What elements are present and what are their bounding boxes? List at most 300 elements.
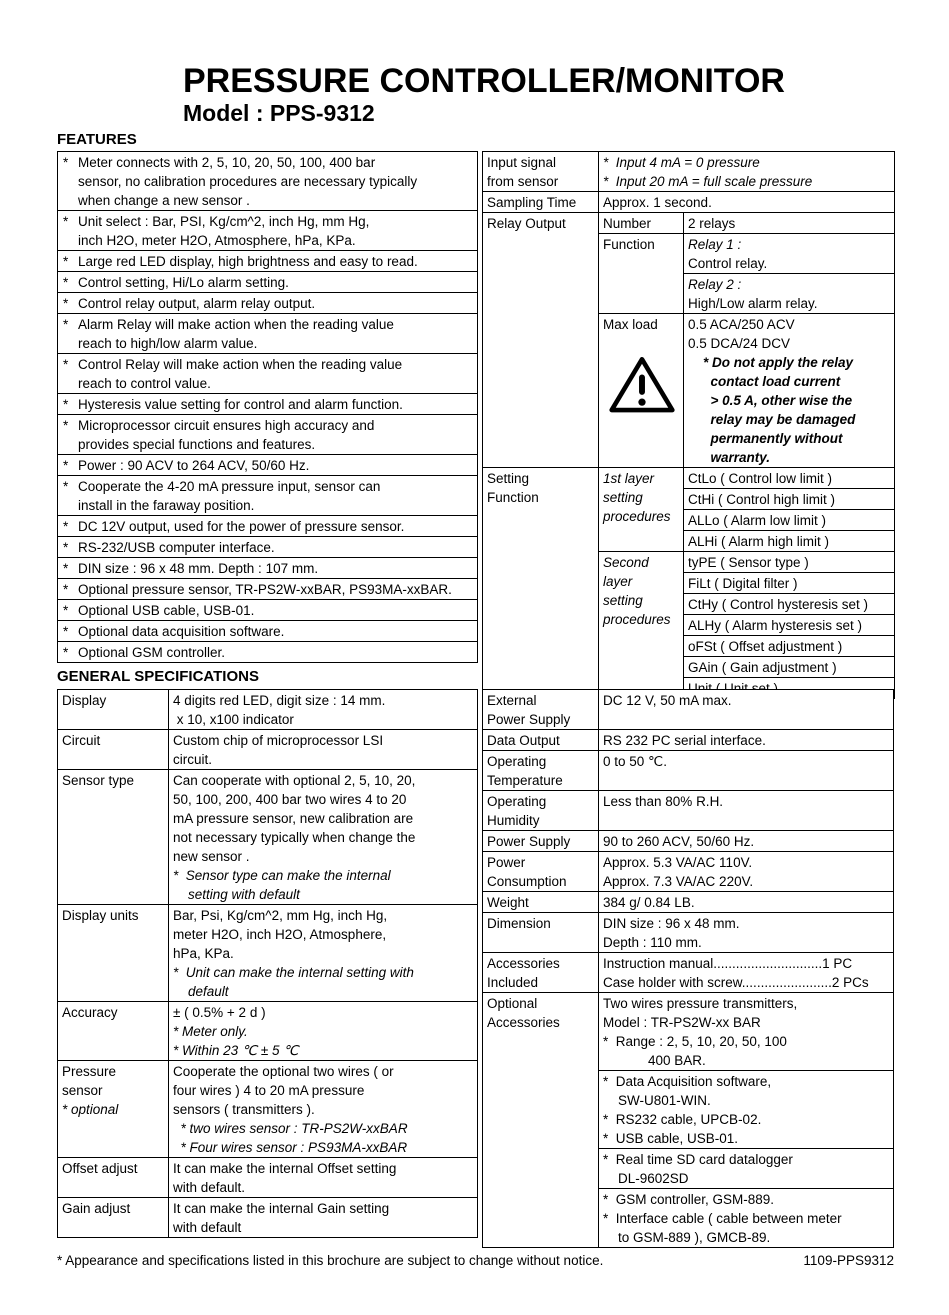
spec-row <box>58 690 478 730</box>
feature-row <box>58 211 478 251</box>
text-line: DIN size : 96 x 48 mm. Depth : 107 mm. <box>78 561 319 576</box>
sub-row <box>684 615 894 636</box>
text-line: DIN size : 96 x 48 mm. <box>603 916 740 931</box>
row-label <box>483 852 599 892</box>
text-line: Custom chip of microprocessor LSI <box>173 733 384 748</box>
feature-row <box>58 600 478 621</box>
feature-cell <box>58 415 478 455</box>
text-line: sensors ( transmitters ). <box>173 1102 315 1117</box>
row-value <box>169 730 478 770</box>
feature-row <box>58 394 478 415</box>
feature-row <box>58 579 478 600</box>
row-value <box>684 468 895 552</box>
text-line: CtLo ( Control low limit ) <box>688 471 833 486</box>
text-line: Accessories <box>487 956 560 971</box>
feature-row <box>58 152 478 211</box>
text-line: reach to control value. <box>78 376 211 391</box>
text-line: Operating <box>487 794 547 809</box>
general-specifications-heading: GENERAL SPECIFICATIONS <box>57 668 259 685</box>
text-line: * Sensor type can make the internal <box>173 868 391 883</box>
row-value <box>599 751 894 791</box>
sub-label <box>599 468 684 552</box>
text-line: 0.5 DCA/24 DCV <box>688 336 791 351</box>
relay-output-label <box>483 213 599 468</box>
text-line: Approx. 1 second. <box>603 195 712 210</box>
feature-row <box>58 314 478 354</box>
text-line: Control relay. <box>688 256 768 271</box>
text-line: Operating <box>487 754 547 769</box>
sub-row <box>684 552 894 573</box>
sub-row <box>684 510 894 531</box>
spec-row <box>58 730 478 770</box>
bullet-asterisk: * <box>63 540 69 555</box>
text-line: * Unit can make the internal setting with <box>173 965 414 980</box>
text-line: Max load <box>603 317 658 332</box>
text-line: 384 g/ 0.84 LB. <box>603 895 695 910</box>
feature-cell <box>58 211 478 251</box>
features-table <box>57 151 478 663</box>
spec-row <box>58 1002 478 1061</box>
spec-row <box>483 791 894 831</box>
sub-row <box>599 1071 893 1149</box>
feature-row <box>58 476 478 516</box>
row-value <box>599 152 895 192</box>
row-label <box>483 730 599 751</box>
row-label <box>58 1061 169 1158</box>
bullet-asterisk: * <box>63 561 69 576</box>
text-line: Function <box>603 237 655 252</box>
row-label <box>483 152 599 192</box>
input-relay-spec-table <box>482 151 895 699</box>
text-line: Cooperate the 4-20 mA pressure input, sensor can <box>78 479 381 494</box>
feature-row <box>58 272 478 293</box>
text-line: * RS232 cable, UPCB-02. <box>603 1112 762 1127</box>
text-line: circuit. <box>173 752 213 767</box>
sub-row <box>684 234 894 274</box>
text-line: with default. <box>173 1180 246 1195</box>
text-line: Consumption <box>487 874 567 889</box>
feature-cell <box>58 537 478 558</box>
text-line: ± ( 0.5% + 2 d ) <box>173 1005 266 1020</box>
row-label <box>483 690 599 730</box>
text-line: ALLo ( Alarm low limit ) <box>688 513 827 528</box>
feature-row <box>58 558 478 579</box>
feature-row <box>58 516 478 537</box>
text-line: Circuit <box>62 733 101 748</box>
text-line: Meter connects with 2, 5, 10, 20, 50, 100, 400 bar <box>78 155 376 170</box>
text-line: CtHy ( Control hysteresis set ) <box>688 597 869 612</box>
text-line: Relay 2 : <box>688 277 742 292</box>
text-line: relay may be damaged <box>688 412 856 427</box>
footer-code: 1109-PPS9312 <box>803 1253 894 1268</box>
row-value <box>169 1158 478 1198</box>
text-line: Data Output <box>487 733 560 748</box>
text-line: Cooperate the optional two wires ( or <box>173 1064 394 1079</box>
spec-row <box>483 730 894 751</box>
text-line: ALHi ( Alarm high limit ) <box>688 534 830 549</box>
spec-row <box>483 953 894 993</box>
text-line: sensor <box>62 1083 103 1098</box>
feature-row <box>58 455 478 476</box>
row-value <box>169 1061 478 1158</box>
feature-cell <box>58 558 478 579</box>
feature-cell <box>58 579 478 600</box>
text-line: with default <box>173 1220 242 1235</box>
text-line: * Data Acquisition software, <box>603 1074 772 1089</box>
spec-row <box>483 831 894 852</box>
text-line: * optional <box>62 1102 119 1117</box>
text-line: * Four wires sensor : PS93MA-xxBAR <box>173 1140 408 1155</box>
text-line: DC 12 V, 50 mA max. <box>603 693 732 708</box>
row-label <box>483 751 599 791</box>
text-line: reach to high/low alarm value. <box>78 336 258 351</box>
sub-row <box>684 594 894 615</box>
text-line: procedures <box>603 612 671 627</box>
row-value <box>599 953 894 993</box>
spec-row <box>58 905 478 1002</box>
text-line: RS 232 PC serial interface. <box>603 733 766 748</box>
row-label <box>58 770 169 905</box>
text-line: Hysteresis value setting for control and alarm function. <box>78 397 403 412</box>
text-line: Included <box>487 975 539 990</box>
sub-label <box>599 314 684 468</box>
text-line: when change a new sensor . <box>78 193 250 208</box>
bullet-asterisk: * <box>63 624 69 639</box>
text-line: hPa, KPa. <box>173 946 234 961</box>
row-value <box>169 690 478 730</box>
model-subtitle: Model : PPS-9312 <box>183 100 375 126</box>
text-line: * Input 4 mA = 0 pressure <box>603 155 760 170</box>
text-line: Optional <box>487 996 538 1011</box>
text-line: DL-9602SD <box>603 1171 689 1186</box>
text-line: default <box>173 984 229 999</box>
feature-cell <box>58 293 478 314</box>
bullet-asterisk: * <box>63 397 69 412</box>
setting-function-label <box>483 468 599 699</box>
sub-row <box>599 1149 893 1189</box>
text-line: Approx. 7.3 VA/AC 220V. <box>603 874 754 889</box>
text-line: Power Supply <box>487 834 571 849</box>
feature-row <box>58 293 478 314</box>
bullet-asterisk: * <box>63 418 69 433</box>
row-label <box>58 1198 169 1238</box>
text-line: Control setting, Hi/Lo alarm setting. <box>78 275 289 290</box>
text-line: Display units <box>62 908 139 923</box>
text-line: mA pressure sensor, new calibration are <box>173 811 414 826</box>
sub-row <box>599 1189 893 1247</box>
spec-row <box>58 1061 478 1158</box>
bullet-asterisk: * <box>63 519 69 534</box>
page-title: PRESSURE CONTROLLER/MONITOR <box>183 62 785 100</box>
feature-cell <box>58 621 478 642</box>
feature-cell <box>58 600 478 621</box>
text-line: SW-U801-WIN. <box>603 1093 711 1108</box>
row-value <box>599 192 895 213</box>
text-line: It can make the internal Offset setting <box>173 1161 397 1176</box>
text-line: Accessories <box>487 1015 560 1030</box>
text-line: Instruction manual.............................1 PC <box>603 956 853 971</box>
text-line: 1st layer <box>603 471 655 486</box>
feature-cell <box>58 455 478 476</box>
row-value <box>169 1002 478 1061</box>
text-line: x 10, x100 indicator <box>173 712 294 727</box>
text-line: procedures <box>603 509 671 524</box>
text-line: warranty. <box>688 450 771 465</box>
text-line: Depth : 110 mm. <box>603 935 702 950</box>
features-heading: FEATURES <box>57 131 137 148</box>
general-spec-left-table <box>57 689 478 1238</box>
text-line: to GSM-889 ), GMCB-89. <box>603 1230 771 1245</box>
row-value <box>599 690 894 730</box>
text-line: 2 relays <box>688 216 736 231</box>
row-value <box>599 913 894 953</box>
bullet-asterisk: * <box>63 214 69 229</box>
row-value <box>599 852 894 892</box>
text-line: * Meter only. <box>173 1024 248 1039</box>
text-line: Less than 80% R.H. <box>603 794 724 809</box>
text-line: Display <box>62 693 107 708</box>
feature-cell <box>58 354 478 394</box>
text-line: Input signal <box>487 155 557 170</box>
sub-row <box>684 573 894 594</box>
text-line: RS-232/USB computer interface. <box>78 540 275 555</box>
feature-cell <box>58 476 478 516</box>
row-label <box>58 1158 169 1198</box>
feature-row <box>58 251 478 272</box>
text-line: Control relay output, alarm relay output. <box>78 296 316 311</box>
text-line: setting <box>603 593 643 608</box>
text-line: Number <box>603 216 652 231</box>
text-line: GAin ( Gain adjustment ) <box>688 660 837 675</box>
text-line: Power Supply <box>487 712 571 727</box>
row-value <box>169 1198 478 1238</box>
feature-cell <box>58 516 478 537</box>
sub-row <box>684 468 894 489</box>
text-line: * Do not apply the relay <box>688 355 854 370</box>
footer <box>57 1251 894 1270</box>
row-value <box>169 770 478 905</box>
text-line: meter H2O, inch H2O, Atmosphere, <box>173 927 387 942</box>
row-value <box>684 213 895 234</box>
spec-row <box>483 913 894 953</box>
row-label <box>58 690 169 730</box>
spec-row <box>483 690 894 730</box>
text-line: Second layer <box>603 555 653 589</box>
feature-cell <box>58 394 478 415</box>
text-line: Case holder with screw........................2 PCs <box>603 975 869 990</box>
row-label <box>483 913 599 953</box>
text-line: provides special functions and features. <box>78 437 316 452</box>
row-label <box>483 892 599 913</box>
text-line: new sensor . <box>173 849 250 864</box>
sub-row <box>684 274 894 313</box>
sub-row <box>684 489 894 510</box>
row-value <box>599 993 894 1248</box>
text-line: Can cooperate with optional 2, 5, 10, 20, <box>173 773 416 788</box>
row-label <box>483 953 599 993</box>
text-line: FiLt ( Digital filter ) <box>688 576 798 591</box>
feature-row <box>58 642 478 663</box>
text-line: 0.5 ACA/250 ACV <box>688 317 795 332</box>
bullet-asterisk: * <box>63 275 69 290</box>
text-line: tyPE ( Sensor type ) <box>688 555 809 570</box>
text-line: Sampling Time <box>487 195 577 210</box>
text-line: Setting <box>487 471 530 486</box>
text-line: > 0.5 A, other wise the <box>688 393 853 408</box>
row-label <box>483 993 599 1248</box>
text-line: Weight <box>487 895 529 910</box>
bullet-asterisk: * <box>63 357 69 372</box>
text-line: Approx. 5.3 VA/AC 110V. <box>603 855 753 870</box>
feature-row <box>58 537 478 558</box>
text-line: 400 BAR. <box>603 1053 706 1068</box>
text-line: ALHy ( Alarm hysteresis set ) <box>688 618 863 633</box>
feature-row <box>58 415 478 455</box>
text-line: sensor, no calibration procedures are necessary typically <box>78 174 418 189</box>
bullet-asterisk: * <box>63 582 69 597</box>
spec-row <box>483 993 894 1248</box>
text-line: Optional USB cable, USB-01. <box>78 603 255 618</box>
sub-row <box>599 993 893 1071</box>
row-label <box>483 831 599 852</box>
row-label <box>58 1002 169 1061</box>
text-line: 90 to 260 ACV, 50/60 Hz. <box>603 834 755 849</box>
text-line: Accuracy <box>62 1005 118 1020</box>
text-line: oFSt ( Offset adjustment ) <box>688 639 843 654</box>
text-line: Unit select : Bar, PSI, Kg/cm^2, inch Hg, mm Hg, <box>78 214 370 229</box>
feature-row <box>58 621 478 642</box>
text-line: * two wires sensor : TR-PS2W-xxBAR <box>173 1121 408 1136</box>
bullet-asterisk: * <box>63 645 69 660</box>
text-line: permanently without <box>688 431 843 446</box>
bullet-asterisk: * <box>63 296 69 311</box>
row-value <box>684 552 895 699</box>
sub-row <box>684 636 894 657</box>
row-value <box>599 730 894 751</box>
setting-first-layer-row <box>483 468 895 552</box>
spec-row <box>483 852 894 892</box>
text-line: Offset adjust <box>62 1161 138 1176</box>
text-line: Relay Output <box>487 216 566 231</box>
text-line: four wires ) 4 to 20 mA pressure <box>173 1083 365 1098</box>
text-line: Power <box>487 855 526 870</box>
sub-label <box>599 234 684 314</box>
spec-row <box>58 1158 478 1198</box>
text-line: * Range : 2, 5, 10, 20, 50, 100 <box>603 1034 787 1049</box>
text-line: * Real time SD card datalogger <box>603 1152 793 1167</box>
text-line: Optional GSM controller. <box>78 645 226 660</box>
feature-cell <box>58 251 478 272</box>
sub-row <box>684 531 894 551</box>
row-value <box>169 905 478 1002</box>
text-line: Alarm Relay will make action when the reading value <box>78 317 394 332</box>
text-line: Gain adjust <box>62 1201 131 1216</box>
row-value <box>684 314 895 468</box>
text-line: Model : TR-PS2W-xx BAR <box>603 1015 761 1030</box>
bullet-asterisk: * <box>63 479 69 494</box>
text-line: Optional data acquisition software. <box>78 624 285 639</box>
row-label <box>58 730 169 770</box>
row-label <box>58 905 169 1002</box>
text-line: contact load current <box>688 374 841 389</box>
text-line: Large red LED display, high brightness and easy to read. <box>78 254 418 269</box>
row-value <box>599 791 894 831</box>
text-line: inch H2O, meter H2O, Atmosphere, hPa, KPa. <box>78 233 356 248</box>
text-line: not necessary typically when change the <box>173 830 416 845</box>
row-value <box>684 234 895 314</box>
text-line: * USB cable, USB-01. <box>603 1131 739 1146</box>
text-line: CtHi ( Control high limit ) <box>688 492 836 507</box>
feature-cell <box>58 272 478 293</box>
bullet-asterisk: * <box>63 155 69 170</box>
warning-triangle-icon <box>609 356 675 414</box>
text-line: Relay 1 : <box>688 237 742 252</box>
text-line: Bar, Psi, Kg/cm^2, mm Hg, inch Hg, <box>173 908 388 923</box>
bullet-asterisk: * <box>63 603 69 618</box>
spec-row <box>483 751 894 791</box>
row-value <box>599 831 894 852</box>
text-line: Power : 90 ACV to 264 ACV, 50/60 Hz. <box>78 458 310 473</box>
text-line: Two wires pressure transmitters, <box>603 996 798 1011</box>
text-line: install in the faraway position. <box>78 498 255 513</box>
text-line: setting with default <box>173 887 300 902</box>
text-line: External <box>487 693 537 708</box>
text-line: 4 digits red LED, digit size : 14 mm. <box>173 693 386 708</box>
row-label <box>483 192 599 213</box>
sub-label <box>599 213 684 234</box>
text-line: It can make the internal Gain setting <box>173 1201 390 1216</box>
feature-cell <box>58 642 478 663</box>
text-line: Function <box>487 490 539 505</box>
text-line: Control Relay will make action when the reading value <box>78 357 403 372</box>
bullet-asterisk: * <box>63 317 69 332</box>
spec-row <box>58 1198 478 1238</box>
text-line: from sensor <box>487 174 559 189</box>
text-line: 0 to 50 ℃. <box>603 754 667 769</box>
text-line: Sensor type <box>62 773 135 788</box>
input-signal-row <box>483 152 895 192</box>
footer-note: * Appearance and specifications listed in this brochure are subject to change without notice. <box>57 1253 604 1268</box>
text-line: Humidity <box>487 813 540 828</box>
text-line: Pressure <box>62 1064 117 1079</box>
row-value <box>599 892 894 913</box>
text-line: * Input 20 mA = full scale pressure <box>603 174 813 189</box>
spec-row <box>483 892 894 913</box>
text-line: * Interface cable ( cable between meter <box>603 1211 842 1226</box>
text-line: setting <box>603 490 643 505</box>
sub-row <box>684 657 894 678</box>
general-spec-right-table <box>482 689 894 1248</box>
text-line: * GSM controller, GSM-889. <box>603 1192 775 1207</box>
maxload-label <box>603 315 680 334</box>
text-line: High/Low alarm relay. <box>688 296 818 311</box>
text-line: 50, 100, 200, 400 bar two wires 4 to 20 <box>173 792 407 807</box>
bullet-asterisk: * <box>63 458 69 473</box>
bullet-asterisk: * <box>63 254 69 269</box>
spec-row <box>58 770 478 905</box>
text-line: Dimension <box>487 916 551 931</box>
feature-cell <box>58 152 478 211</box>
sampling-time-row <box>483 192 895 213</box>
feature-row <box>58 354 478 394</box>
text-line: Temperature <box>487 773 563 788</box>
text-line: * Within 23 ℃ ± 5 ℃ <box>173 1043 299 1058</box>
sub-label <box>599 552 684 699</box>
text-line: DC 12V output, used for the power of pressure sensor. <box>78 519 405 534</box>
feature-cell <box>58 314 478 354</box>
relay-number-row <box>483 213 895 234</box>
text-line: Microprocessor circuit ensures high accuracy and <box>78 418 375 433</box>
